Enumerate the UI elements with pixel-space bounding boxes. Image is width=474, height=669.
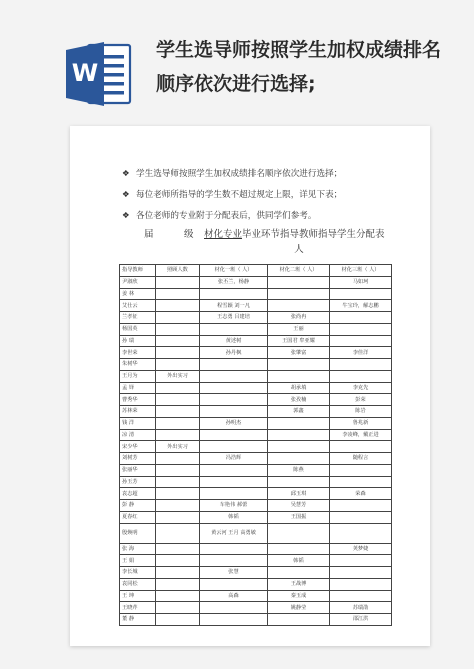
table-cell: 刘树芳 bbox=[120, 453, 156, 465]
table-cell: 外出实习 bbox=[156, 441, 200, 453]
table-row bbox=[120, 523, 392, 543]
table-cell bbox=[156, 406, 200, 418]
table-cell bbox=[268, 370, 330, 382]
table-cell bbox=[156, 323, 200, 335]
table-cell bbox=[200, 578, 268, 590]
table-cell: 陈岩 bbox=[330, 406, 392, 418]
table-cell bbox=[268, 453, 330, 465]
table-cell bbox=[156, 359, 200, 371]
table-row bbox=[120, 543, 392, 555]
table-cell: 杨国英 bbox=[120, 323, 156, 335]
table-cell bbox=[200, 441, 268, 453]
bullet-item: ❖ 各位老师的专业附于分配表后，供同学们参考。 bbox=[122, 206, 422, 227]
table-cell: 陈燕 bbox=[268, 464, 330, 476]
table-row bbox=[120, 500, 392, 512]
table-cell bbox=[200, 464, 268, 476]
table-cell bbox=[200, 288, 268, 300]
table-cell: 邱玉琪 bbox=[268, 488, 330, 500]
table-cell: 黄云河 王月 高勇敏 bbox=[200, 523, 268, 543]
table-cell: 袁志超 bbox=[120, 488, 156, 500]
table-row bbox=[120, 488, 392, 500]
table-cell: 李凌峰，戴正进 bbox=[330, 429, 392, 441]
table-row bbox=[120, 276, 392, 288]
table-cell: 张 海 bbox=[120, 543, 156, 555]
table-cell: 张孜楠 bbox=[268, 394, 330, 406]
table-cell bbox=[200, 602, 268, 614]
table-cell bbox=[268, 523, 330, 543]
table-row bbox=[120, 394, 392, 406]
table-cell: 钱 洋 bbox=[120, 417, 156, 429]
table-cell: 姜 林 bbox=[120, 288, 156, 300]
table-row bbox=[120, 312, 392, 324]
table-cell bbox=[268, 476, 330, 488]
table-cell bbox=[200, 394, 268, 406]
table-cell: 孟 铎 bbox=[120, 382, 156, 394]
table-cell: 彭荣 bbox=[330, 394, 392, 406]
table-cell bbox=[156, 567, 200, 579]
table-row bbox=[120, 602, 392, 614]
table-row bbox=[120, 453, 392, 465]
table-cell bbox=[268, 543, 330, 555]
table-title: 届 级 材化专业毕业环节指导教师指导学生分配表 人 bbox=[144, 229, 385, 255]
table-cell: 李佳洋 bbox=[330, 347, 392, 359]
table-cell: 李长城 bbox=[120, 567, 156, 579]
table-cell: 车艳伟 郝蕾 bbox=[200, 500, 268, 512]
table-cell: 夏春红 bbox=[120, 511, 156, 523]
table-cell bbox=[156, 335, 200, 347]
table-cell: 王丽 bbox=[268, 323, 330, 335]
table-row bbox=[120, 590, 392, 602]
table-cell: 凉 清 bbox=[120, 429, 156, 441]
table-cell bbox=[156, 347, 200, 359]
table-cell bbox=[268, 288, 330, 300]
table-cell: 外出实习 bbox=[156, 370, 200, 382]
table-row bbox=[120, 614, 392, 626]
table-row bbox=[120, 567, 392, 579]
diamond-bullet-icon: ❖ bbox=[122, 211, 130, 221]
table-cell: 王 坤 bbox=[120, 590, 156, 602]
table-row bbox=[120, 382, 392, 394]
table-cell: 吴慧芳 bbox=[268, 500, 330, 512]
table-cell: 冯浩辉 bbox=[200, 453, 268, 465]
header bbox=[0, 0, 474, 120]
table-row bbox=[120, 578, 392, 590]
table-cell bbox=[156, 543, 200, 555]
table-cell bbox=[330, 441, 392, 453]
table-row bbox=[120, 300, 392, 312]
bullet-item: ❖ 每位老师所指导的学生数不超过规定上限，详见下表； bbox=[122, 185, 422, 206]
table-cell: 荚梦婕 bbox=[330, 543, 392, 555]
table-cell: 程雪颖 刘一凡 bbox=[200, 300, 268, 312]
table-cell: 尹淑欣 bbox=[120, 276, 156, 288]
table-row bbox=[120, 406, 392, 418]
table-cell: 姚静莹 bbox=[268, 602, 330, 614]
table-cell: 王月为 bbox=[120, 370, 156, 382]
table-cell bbox=[268, 614, 330, 626]
table-row bbox=[120, 335, 392, 347]
table-cell bbox=[156, 276, 200, 288]
table-row bbox=[120, 441, 392, 453]
table-cell bbox=[156, 555, 200, 567]
table-cell bbox=[330, 335, 392, 347]
table-cell bbox=[156, 300, 200, 312]
bullet-item: ❖ 学生选导师按照学生加权成绩排名顺序依次进行选择； bbox=[122, 164, 422, 185]
table-cell: 宋少华 bbox=[120, 441, 156, 453]
table-cell bbox=[268, 567, 330, 579]
table-cell: 牛宝玲，解志鹏 bbox=[330, 300, 392, 312]
table-cell bbox=[330, 590, 392, 602]
table-row bbox=[120, 476, 392, 488]
table-cell: 苏瑞劭 bbox=[330, 602, 392, 614]
table-cell bbox=[156, 614, 200, 626]
table-cell: 鲁兆新 bbox=[330, 417, 392, 429]
table-cell: 韩韬 bbox=[268, 555, 330, 567]
document-page bbox=[70, 126, 430, 646]
table-cell bbox=[156, 429, 200, 441]
table-cell bbox=[268, 359, 330, 371]
table-cell bbox=[268, 429, 330, 441]
table-cell bbox=[156, 511, 200, 523]
table-cell: 王晓芹 bbox=[120, 602, 156, 614]
table-cell bbox=[156, 590, 200, 602]
table-row bbox=[120, 347, 392, 359]
table-cell bbox=[330, 578, 392, 590]
table-cell: 胡承填 bbox=[268, 382, 330, 394]
table-cell bbox=[200, 614, 268, 626]
table-cell: 高森 bbox=[200, 590, 268, 602]
table-cell: 孙玉芳 bbox=[120, 476, 156, 488]
table-cell bbox=[330, 476, 392, 488]
table-cell bbox=[268, 441, 330, 453]
table-cell: 张丕兰，杨静 bbox=[200, 276, 268, 288]
table-cell: 兰孝征 bbox=[120, 312, 156, 324]
word-document-icon bbox=[64, 39, 132, 109]
table-cell bbox=[330, 567, 392, 579]
table-cell: 苏林荣 bbox=[120, 406, 156, 418]
table-row bbox=[120, 511, 392, 523]
table-cell bbox=[200, 476, 268, 488]
table-cell: 张肇富 bbox=[268, 347, 330, 359]
table-cell bbox=[156, 417, 200, 429]
table-cell: 随程言 bbox=[330, 453, 392, 465]
table-cell bbox=[200, 382, 268, 394]
table-cell: 马如珂 bbox=[330, 276, 392, 288]
table-cell bbox=[200, 429, 268, 441]
column-header: 材化一班（ 人） bbox=[200, 265, 268, 277]
svg-text:W: W bbox=[71, 59, 99, 87]
table-row bbox=[120, 370, 392, 382]
table-cell: 殷焕明 bbox=[120, 523, 156, 543]
column-header: 照顾人数 bbox=[156, 265, 200, 277]
table-cell: 黄述树 bbox=[200, 335, 268, 347]
table-cell bbox=[268, 300, 330, 312]
table-cell bbox=[200, 370, 268, 382]
table-cell bbox=[330, 464, 392, 476]
table-cell bbox=[268, 276, 330, 288]
column-header: 指导教师 bbox=[120, 265, 156, 277]
table-cell: 李克先 bbox=[330, 382, 392, 394]
table-cell: 袁同松 bbox=[120, 578, 156, 590]
table-cell: 张慧 bbox=[200, 567, 268, 579]
table-cell: 朱树华 bbox=[120, 359, 156, 371]
table-row bbox=[120, 288, 392, 300]
table-cell: 艾仕云 bbox=[120, 300, 156, 312]
table-cell bbox=[156, 602, 200, 614]
table-row bbox=[120, 429, 392, 441]
table-cell: 秦玉成 bbox=[268, 590, 330, 602]
page-title: 学生选导师按照学生加权成绩排名顺序依次进行选择; bbox=[156, 39, 442, 95]
table-cell: 王 娟 bbox=[120, 555, 156, 567]
table-cell bbox=[200, 323, 268, 335]
table-cell bbox=[330, 370, 392, 382]
table-cell bbox=[200, 406, 268, 418]
table-cell: 孙明杰 bbox=[200, 417, 268, 429]
table-cell bbox=[330, 500, 392, 512]
table-cell bbox=[156, 523, 200, 543]
table-cell: 孙丹枫 bbox=[200, 347, 268, 359]
table-cell bbox=[156, 488, 200, 500]
table-cell bbox=[156, 394, 200, 406]
table-row bbox=[120, 323, 392, 335]
table-cell bbox=[200, 555, 268, 567]
table-cell: 彭 静 bbox=[120, 500, 156, 512]
table-cell: 王志勇 吕建培 bbox=[200, 312, 268, 324]
table-cell: 李世荣 bbox=[120, 347, 156, 359]
table-cell: 王战博 bbox=[268, 578, 330, 590]
table-cell: 董 静 bbox=[120, 614, 156, 626]
allocation-table bbox=[119, 264, 392, 626]
table-cell: 曹秀华 bbox=[120, 394, 156, 406]
table-cell bbox=[200, 543, 268, 555]
table-cell: 韩韬 bbox=[200, 511, 268, 523]
table-cell bbox=[330, 359, 392, 371]
table-header-row bbox=[120, 265, 392, 277]
table-cell bbox=[156, 476, 200, 488]
bullet-list bbox=[122, 164, 422, 227]
table-cell: 张尚冉 bbox=[268, 312, 330, 324]
table-cell: 王国振 bbox=[268, 511, 330, 523]
table-cell bbox=[330, 288, 392, 300]
table-cell: 郭鑫 bbox=[268, 406, 330, 418]
table-cell: 孙 瑞 bbox=[120, 335, 156, 347]
table-cell bbox=[156, 578, 200, 590]
table-cell bbox=[268, 417, 330, 429]
column-header: 材化二班（ 人） bbox=[268, 265, 330, 277]
table-row bbox=[120, 417, 392, 429]
table-cell bbox=[330, 323, 392, 335]
table-cell bbox=[330, 312, 392, 324]
column-header: 材化三班（ 人） bbox=[330, 265, 392, 277]
table-row bbox=[120, 464, 392, 476]
table-row bbox=[120, 359, 392, 371]
table-row bbox=[120, 555, 392, 567]
table-cell bbox=[330, 511, 392, 523]
table-cell: 邵江洪 bbox=[330, 614, 392, 626]
diamond-bullet-icon: ❖ bbox=[122, 169, 130, 179]
table-cell: 荣森 bbox=[330, 488, 392, 500]
table-cell bbox=[156, 382, 200, 394]
table-cell bbox=[200, 359, 268, 371]
table-cell bbox=[330, 523, 392, 543]
diamond-bullet-icon: ❖ bbox=[122, 190, 130, 200]
table-cell bbox=[156, 500, 200, 512]
table-cell bbox=[330, 555, 392, 567]
table-cell bbox=[156, 288, 200, 300]
table-cell bbox=[156, 453, 200, 465]
table-cell bbox=[200, 488, 268, 500]
table-cell bbox=[156, 464, 200, 476]
table-cell bbox=[156, 312, 200, 324]
table-cell: 张丽华 bbox=[120, 464, 156, 476]
table-cell: 王国君 牟亚耀 bbox=[268, 335, 330, 347]
